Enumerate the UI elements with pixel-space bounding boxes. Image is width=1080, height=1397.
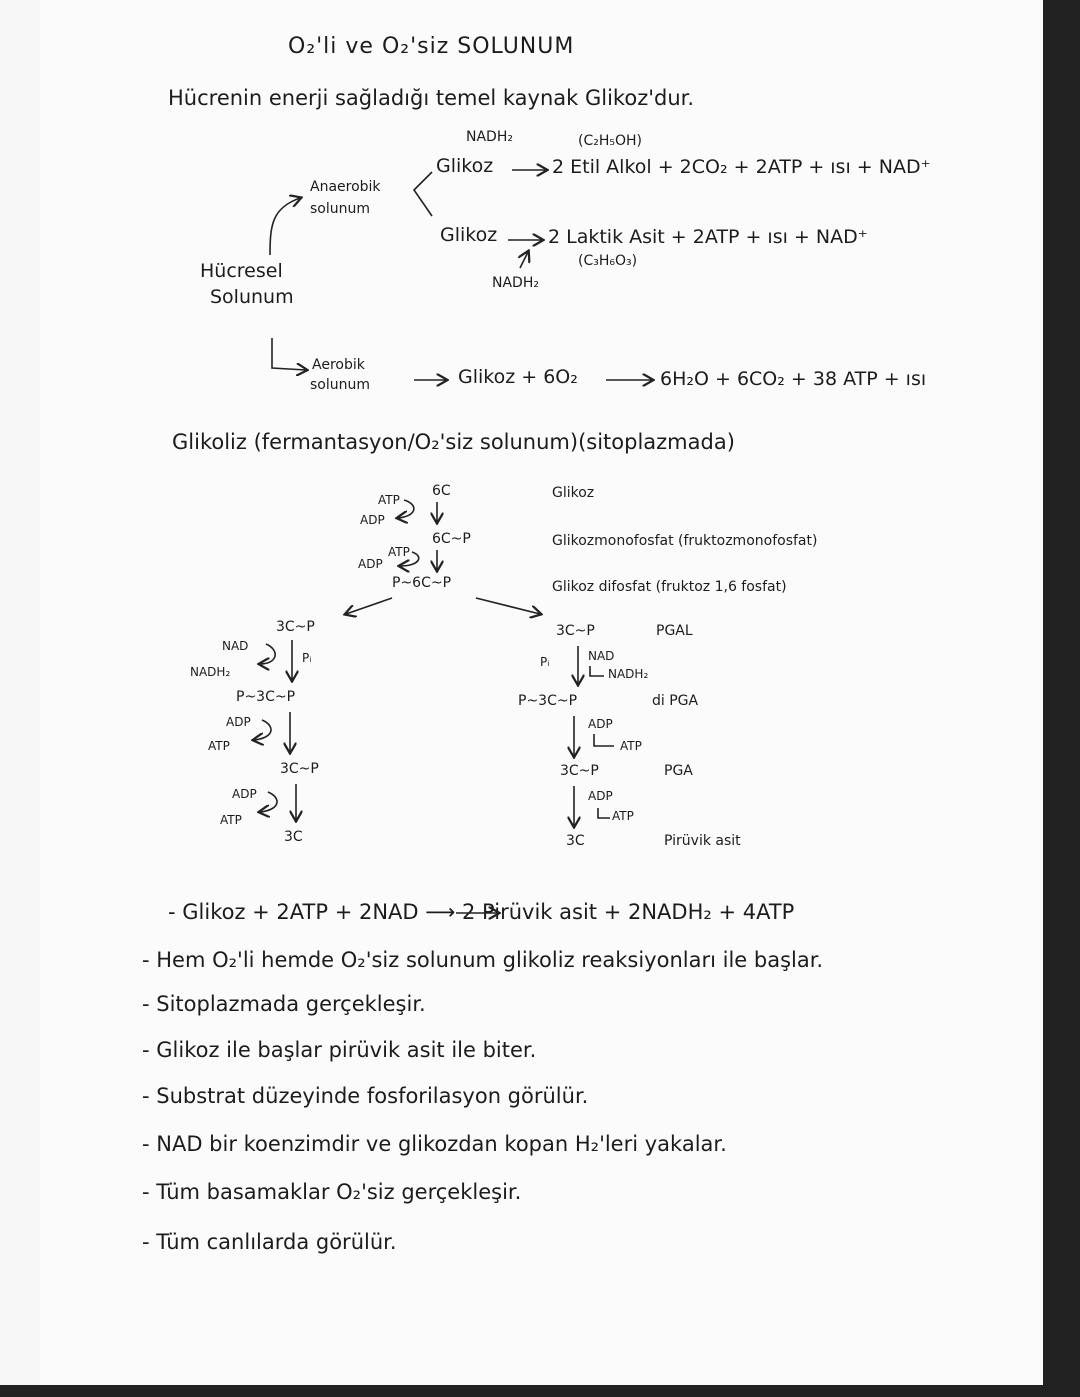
eq1-right: 2 Etil Alkol + 2CO₂ + 2ATP + ısı + NAD⁺ [552,156,931,178]
eq2-formula: (C₃H₆O₃) [578,253,638,269]
eq2-nadh: NADH₂ [492,275,539,291]
anaerobic-label-1: Anaerobik [310,179,381,195]
eq2-left: Glikoz [440,224,498,246]
bullet-2: - Sitoplazmada gerçekleşir. [142,992,426,1016]
left-adp2: ADP [232,787,257,801]
right-dipga: di PGA [652,693,699,709]
page-title: O₂'li ve O₂'siz SOLUNUM [288,34,575,59]
left-atp1: ATP [208,739,230,753]
adp-2: ADP [358,557,383,571]
right-pc3p: P~3C~P [518,693,578,709]
left-pi: Pᵢ [302,651,312,665]
left-adp-curl-1 [254,720,271,740]
right-atp1: ATP [620,739,642,753]
right-atp2: ATP [612,809,634,823]
right-nad: NAD [588,649,615,663]
c6p-label: 6C~P [432,531,471,547]
eq1-nadh: NADH₂ [466,129,513,145]
right-c3p2: 3C~P [560,763,599,779]
eq2-nadh-arrow [520,252,528,268]
eq3-left: Glikoz + 6O₂ [458,366,578,388]
left-adp1: ADP [226,715,251,729]
eq3-right: 6H₂O + 6CO₂ + 38 ATP + ısı [660,368,927,390]
right-piruvik: Pirüvik asit [664,833,741,849]
left-adp-curl-2 [260,792,277,812]
right-pga: PGA [664,763,693,779]
anaerobic-label-2: solunum [310,201,371,217]
left-c3p2: 3C~P [280,761,319,777]
pc6p-label: P~6C~P [392,575,452,591]
atp-2: ATP [388,545,410,559]
glikoz-label: Glikoz [552,485,595,501]
split-right-arrow [476,598,540,614]
summary-equation: - Glikoz + 2ATP + 2NAD ⟶ 2 Pirüvik asit + 2NADH₂ + 4ATP [168,900,795,924]
atp-curl-2 [400,552,419,566]
cellular-resp-label-2: Solunum [210,286,294,308]
right-pgal: PGAL [656,623,693,639]
bullet-7: - Tüm canlılarda görülür. [142,1230,397,1254]
split-left-arrow [346,598,392,614]
right-nadh: NADH₂ [608,667,649,681]
bullet-6: - Tüm basamaklar O₂'siz gerçekleşir. [142,1180,522,1204]
right-c3: 3C [566,833,585,849]
right-atp-hook-2 [598,808,610,818]
eq1-formula: (C₂H₅OH) [578,133,642,149]
eq2-right: 2 Laktik Asit + 2ATP + ısı + NAD⁺ [548,226,868,248]
bullet-5: - NAD bir koenzimdir ve glikozdan kopan H₂'leri yakalar. [142,1132,727,1156]
right-pi: Pᵢ [540,655,550,669]
aerobic-label-2: solunum [310,377,371,393]
intro-text: Hücrenin enerji sağladığı temel kaynak Glikoz'dur. [168,86,695,110]
bullet-4: - Substrat düzeyinde fosforilasyon görülür. [142,1084,589,1108]
left-c3: 3C [284,829,303,845]
left-nad: NAD [222,639,249,653]
right-adp1: ADP [588,717,613,731]
left-pc3p: P~3C~P [236,689,296,705]
glikoz-mono-label: Glikozmonofosfat (fruktozmonofosfat) [552,533,818,549]
left-atp2: ATP [220,813,242,827]
glycolysis-heading: Glikoliz (fermantasyon/O₂'siz solunum)(sitoplazmada) [172,430,735,454]
right-nad-hook [590,666,604,676]
anaerobic-bracket [414,172,432,216]
atp-curl-1 [398,500,414,518]
glikoz-di-label: Glikoz difosfat (fruktoz 1,6 fosfat) [552,579,787,595]
c6-label: 6C [432,483,451,499]
right-atp-hook [594,734,614,746]
aerobic-branch-arrow [272,338,306,370]
adp-1: ADP [360,513,385,527]
left-nadh: NADH₂ [190,665,231,679]
left-nad-curl [260,644,275,664]
atp-1: ATP [378,493,400,507]
aerobic-label-1: Aerobik [312,357,365,373]
bullet-1: - Hem O₂'li hemde O₂'siz solunum glikoliz reaksiyonları ile başlar. [142,948,824,972]
left-c3p: 3C~P [276,619,315,635]
right-adp2: ADP [588,789,613,803]
eq1-left: Glikoz [436,155,494,177]
bullet-3: - Glikoz ile başlar pirüvik asit ile biter. [142,1038,537,1062]
right-c3p: 3C~P [556,623,595,639]
anaerobic-branch-arrow [270,198,300,255]
cellular-resp-label-1: Hücresel [200,260,283,282]
